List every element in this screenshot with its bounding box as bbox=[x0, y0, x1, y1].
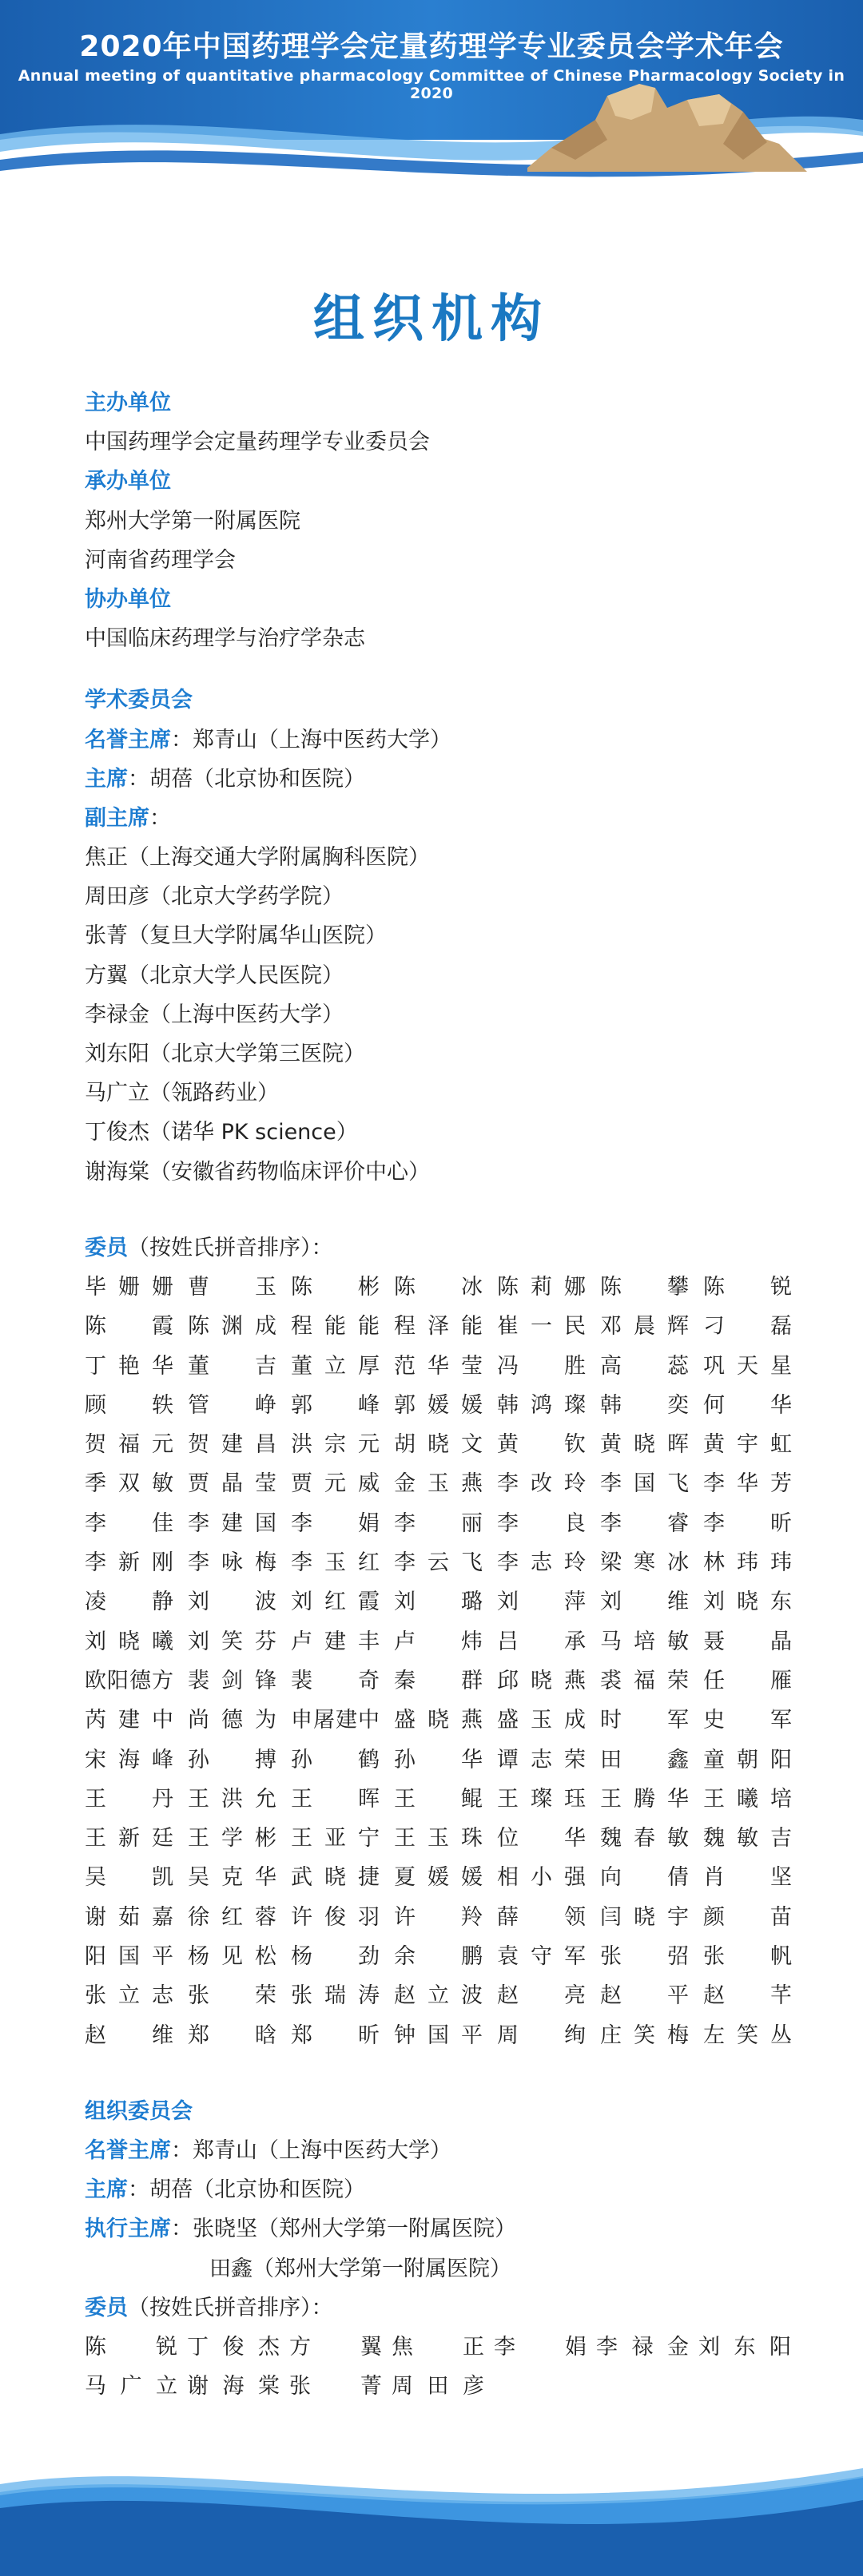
exec-chair-label: 执行主席 bbox=[85, 2217, 171, 2242]
academic-member: 许俊羽 bbox=[291, 1904, 380, 1930]
academic-member: 吴凯 bbox=[85, 1865, 173, 1891]
academic-member: 董吉 bbox=[188, 1353, 276, 1379]
academic-member: 李志玲 bbox=[497, 1550, 586, 1576]
academic-member: 向倩 bbox=[600, 1865, 689, 1891]
academic-member: 韩鸿璨 bbox=[497, 1392, 586, 1418]
members-note: （按姓氏拼音排序）： bbox=[128, 2295, 333, 2320]
academic-member: 刘波 bbox=[188, 1590, 276, 1615]
academic-vice-chair bbox=[85, 799, 804, 838]
academic-member: 王新廷 bbox=[85, 1826, 173, 1852]
academic-member: 凌静 bbox=[85, 1590, 173, 1615]
academic-member: 张瑞涛 bbox=[291, 1983, 380, 2009]
page-title: 组织机构 bbox=[313, 289, 550, 349]
academic-member: 李佳 bbox=[85, 1510, 173, 1536]
academic-member: 郑昕 bbox=[291, 2022, 380, 2048]
academic-member: 卢炜 bbox=[394, 1629, 483, 1654]
organizer-value: 中国药理学会定量药理学专业委员会 bbox=[85, 430, 430, 455]
academic-member: 王璨珏 bbox=[497, 1786, 586, 1812]
vice-chair-suffix: ： bbox=[149, 805, 171, 831]
spacer bbox=[85, 2055, 804, 2092]
academic-member: 阳国平 bbox=[85, 1943, 173, 1969]
academic-member: 李新刚 bbox=[85, 1550, 173, 1576]
academic-member: 程能能 bbox=[291, 1314, 380, 1340]
academic-member: 申屠建中 bbox=[291, 1708, 380, 1733]
organizing-member: 周田彦 bbox=[392, 2374, 484, 2399]
academic-member: 位华 bbox=[497, 1826, 586, 1852]
academic-member: 丁艳华 bbox=[85, 1353, 173, 1379]
cohost-value: 中国临床药理学与治疗学杂志 bbox=[85, 626, 365, 652]
spacer bbox=[85, 1192, 804, 1228]
academic-member: 田鑫 bbox=[600, 1747, 689, 1772]
members-label: 委员 bbox=[85, 1235, 128, 1260]
academic-member: 相小强 bbox=[497, 1865, 586, 1891]
academic-member: 秦群 bbox=[394, 1668, 483, 1693]
exec-chair-value: ：张晓坚（郑州大学第一附属医院） bbox=[171, 2217, 516, 2242]
academic-member: 夏媛媛 bbox=[394, 1865, 483, 1891]
chair-value: ：胡蓓（北京协和医院） bbox=[128, 2177, 365, 2203]
organizing-member: 方翼 bbox=[289, 2335, 382, 2360]
academic-member: 盛晓燕 bbox=[394, 1708, 483, 1733]
academic-member: 李良 bbox=[497, 1510, 586, 1536]
academic-member: 王鲲 bbox=[394, 1786, 483, 1812]
academic-member: 宋海峰 bbox=[85, 1747, 173, 1772]
academic-member: 裴剑锋 bbox=[188, 1668, 276, 1693]
conference-title-cn: 2020年中国药理学会定量药理学专业委员会学术年会 bbox=[79, 30, 784, 63]
academic-member: 黄钦 bbox=[497, 1432, 586, 1458]
academic-member: 程泽能 bbox=[394, 1314, 483, 1340]
academic-member: 贺建昌 bbox=[188, 1432, 276, 1458]
academic-member: 裘福荣 bbox=[600, 1668, 689, 1693]
academic-member: 陈霞 bbox=[85, 1314, 173, 1340]
academic-member: 郭峰 bbox=[291, 1392, 380, 1418]
vice-chair-item: 丁俊杰（诺华 PK science） bbox=[85, 1120, 358, 1145]
academic-member: 韩奕 bbox=[600, 1392, 689, 1418]
academic-member: 王腾华 bbox=[600, 1786, 689, 1812]
academic-member: 邓晨辉 bbox=[600, 1314, 689, 1340]
academic-member: 薛领 bbox=[497, 1904, 586, 1930]
academic-member: 肖坚 bbox=[703, 1865, 792, 1891]
academic-member: 陈锐 bbox=[703, 1274, 792, 1300]
academic-member: 金玉燕 bbox=[394, 1471, 483, 1497]
organizing-member: 李禄金 bbox=[596, 2335, 689, 2360]
academic-member: 曹玉 bbox=[188, 1274, 276, 1300]
organizing-member: 李娟 bbox=[494, 2335, 587, 2360]
members-label: 委员 bbox=[85, 2295, 128, 2320]
academic-member: 陈莉娜 bbox=[497, 1274, 586, 1300]
academic-member: 欧阳德方 bbox=[85, 1668, 173, 1693]
academic-member: 陈攀 bbox=[600, 1274, 689, 1300]
vice-chair-item: 马广立（瓴路药业） bbox=[85, 1081, 279, 1106]
academic-member: 董立厚 bbox=[291, 1353, 380, 1379]
academic-member: 李睿 bbox=[600, 1510, 689, 1536]
organizing-member: 谢海棠 bbox=[187, 2374, 280, 2399]
academic-member: 李昕 bbox=[703, 1510, 792, 1536]
academic-member: 张帆 bbox=[703, 1943, 792, 1969]
academic-member: 刘笑芬 bbox=[188, 1629, 276, 1654]
academic-member: 孙搏 bbox=[188, 1747, 276, 1772]
academic-member: 陈渊成 bbox=[188, 1314, 276, 1340]
content bbox=[85, 383, 804, 2406]
academic-member: 刘萍 bbox=[497, 1590, 586, 1615]
academic-member: 胡晓文 bbox=[394, 1432, 483, 1458]
academic-member: 郑晗 bbox=[188, 2022, 276, 2048]
academic-member: 谭志荣 bbox=[497, 1747, 586, 1772]
spacer bbox=[85, 658, 804, 681]
organizing-exec-chair-2: 田鑫（郑州大学第一附属医院） bbox=[209, 2256, 511, 2281]
vice-chair-item: 焦正（上海交通大学附属胸科医院） bbox=[85, 845, 430, 871]
organizer-heading: 主办单位 bbox=[85, 391, 171, 415]
academic-member: 李建国 bbox=[188, 1510, 276, 1536]
chair-label: 主席 bbox=[85, 766, 128, 792]
academic-member: 贾元威 bbox=[291, 1471, 380, 1497]
academic-member: 李玉红 bbox=[291, 1550, 380, 1576]
academic-member: 裴奇 bbox=[291, 1668, 380, 1693]
academic-member: 刘璐 bbox=[394, 1590, 483, 1615]
academic-member: 李丽 bbox=[394, 1510, 483, 1536]
academic-member: 时军 bbox=[600, 1708, 689, 1733]
academic-member: 盛玉成 bbox=[497, 1708, 586, 1733]
chair-value: ：胡蓓（北京协和医院） bbox=[128, 766, 365, 792]
academic-member: 季双敏 bbox=[85, 1471, 173, 1497]
organizing-member: 马广立 bbox=[85, 2374, 177, 2399]
academic-member: 任雁 bbox=[703, 1668, 792, 1693]
organizing-members-heading bbox=[85, 2288, 804, 2328]
footer-banner bbox=[0, 2444, 863, 2576]
organizing-members-grid bbox=[85, 2328, 804, 2406]
academic-member: 管峥 bbox=[188, 1392, 276, 1418]
cohost-heading: 协办单位 bbox=[85, 586, 171, 612]
academic-member: 闫晓宇 bbox=[600, 1904, 689, 1930]
vice-chair-item: 李禄金（上海中医药大学） bbox=[85, 1002, 344, 1027]
academic-member: 刘维 bbox=[600, 1590, 689, 1615]
academic-member: 梁寒冰 bbox=[600, 1550, 689, 1576]
academic-member: 尚德为 bbox=[188, 1708, 276, 1733]
academic-member: 冯胜 bbox=[497, 1353, 586, 1379]
undertaker-value: 郑州大学第一附属医院 bbox=[85, 508, 300, 534]
academic-member: 李云飞 bbox=[394, 1550, 483, 1576]
organizing-member: 焦正 bbox=[392, 2335, 484, 2360]
academic-member: 洪宗元 bbox=[291, 1432, 380, 1458]
academic-member: 孙鹤 bbox=[291, 1747, 380, 1772]
academic-honorary-chair bbox=[85, 720, 804, 760]
academic-member: 王学彬 bbox=[188, 1826, 276, 1852]
organizing-member: 陈锐 bbox=[85, 2335, 177, 2360]
undertaker-value: 河南省药理学会 bbox=[85, 547, 236, 573]
academic-member: 邱晓燕 bbox=[497, 1668, 586, 1693]
academic-member: 马培敏 bbox=[600, 1629, 689, 1654]
academic-member: 刁磊 bbox=[703, 1314, 792, 1340]
academic-member: 李国飞 bbox=[600, 1471, 689, 1497]
academic-member: 顾轶 bbox=[85, 1392, 173, 1418]
academic-member: 聂晶 bbox=[703, 1629, 792, 1654]
academic-member: 林玮玮 bbox=[703, 1550, 792, 1576]
academic-member: 余鹏 bbox=[394, 1943, 483, 1969]
academic-member: 贾晶莹 bbox=[188, 1471, 276, 1497]
academic-member: 卢建丰 bbox=[291, 1629, 380, 1654]
academic-member: 王洪允 bbox=[188, 1786, 276, 1812]
footer-wave-graphic bbox=[0, 2444, 863, 2576]
academic-member: 李咏梅 bbox=[188, 1550, 276, 1576]
undertaker-heading: 承办单位 bbox=[85, 469, 171, 494]
academic-member: 张立志 bbox=[85, 1983, 173, 2009]
academic-member: 芮建中 bbox=[85, 1708, 173, 1733]
honorary-chair-label: 名誉主席 bbox=[85, 727, 171, 752]
academic-member: 巩天星 bbox=[703, 1353, 792, 1379]
academic-member: 赵平 bbox=[600, 1983, 689, 2009]
organizing-chair bbox=[85, 2170, 804, 2209]
academic-member: 孙华 bbox=[394, 1747, 483, 1772]
academic-members-grid bbox=[85, 1268, 804, 2055]
academic-member: 黄晓晖 bbox=[600, 1432, 689, 1458]
organizing-member: 张菁 bbox=[289, 2374, 382, 2399]
academic-member: 王玉珠 bbox=[394, 1826, 483, 1852]
academic-chair bbox=[85, 760, 804, 799]
organizing-committee-heading: 组织委员会 bbox=[85, 2098, 193, 2124]
academic-member: 许羚 bbox=[394, 1904, 483, 1930]
organizing-member: 丁俊杰 bbox=[187, 2335, 280, 2360]
academic-member: 刘红霞 bbox=[291, 1590, 380, 1615]
academic-member: 刘晓东 bbox=[703, 1590, 792, 1615]
academic-member: 陈冰 bbox=[394, 1274, 483, 1300]
academic-member: 范华莹 bbox=[394, 1353, 483, 1379]
vice-chair-label: 副主席 bbox=[85, 805, 149, 831]
academic-member: 王丹 bbox=[85, 1786, 173, 1812]
academic-member: 张荣 bbox=[188, 1983, 276, 2009]
header-banner bbox=[0, 0, 863, 200]
chair-label: 主席 bbox=[85, 2177, 128, 2203]
organizing-exec-chair bbox=[85, 2209, 804, 2249]
academic-member: 郭媛媛 bbox=[394, 1392, 483, 1418]
academic-member: 毕姗姗 bbox=[85, 1274, 173, 1300]
academic-member: 贺福元 bbox=[85, 1432, 173, 1458]
academic-member: 史军 bbox=[703, 1708, 792, 1733]
academic-committee-heading: 学术委员会 bbox=[85, 688, 193, 713]
honorary-chair-label: 名誉主席 bbox=[85, 2138, 171, 2164]
organizing-member: 刘东阳 bbox=[698, 2335, 791, 2360]
honorary-chair-value: ：郑青山（上海中医药大学） bbox=[171, 2138, 451, 2164]
members-note: （按姓氏拼音排序）： bbox=[128, 1235, 333, 1260]
conference-title-en: Annual meeting of quantitative pharmacology Committee of Chinese Pharmacology Society in 2020 bbox=[18, 67, 845, 102]
academic-member: 王晖 bbox=[291, 1786, 380, 1812]
academic-member: 庄笑梅 bbox=[600, 2022, 689, 2048]
vice-chair-item: 张菁（复旦大学附属华山医院） bbox=[85, 923, 387, 949]
academic-member: 高蕊 bbox=[600, 1353, 689, 1379]
academic-member: 杨劲 bbox=[291, 1943, 380, 1969]
academic-member: 颜苗 bbox=[703, 1904, 792, 1930]
academic-member: 崔一民 bbox=[497, 1314, 586, 1340]
academic-member: 赵维 bbox=[85, 2022, 173, 2048]
academic-member: 李娟 bbox=[291, 1510, 380, 1536]
academic-member: 童朝阳 bbox=[703, 1747, 792, 1772]
academic-member: 刘晓曦 bbox=[85, 1629, 173, 1654]
academic-member: 黄宇虹 bbox=[703, 1432, 792, 1458]
academic-member: 魏春敏 bbox=[600, 1826, 689, 1852]
academic-member: 何华 bbox=[703, 1392, 792, 1418]
academic-member: 钟国平 bbox=[394, 2022, 483, 2048]
academic-member: 周绚 bbox=[497, 2022, 586, 2048]
academic-member: 吴克华 bbox=[188, 1865, 276, 1891]
academic-member: 赵立波 bbox=[394, 1983, 483, 2009]
academic-member: 王亚宁 bbox=[291, 1826, 380, 1852]
academic-member: 魏敏吉 bbox=[703, 1826, 792, 1852]
academic-member: 左笑丛 bbox=[703, 2022, 792, 2048]
vice-chair-item: 周田彦（北京大学药学院） bbox=[85, 884, 344, 910]
academic-member: 赵亮 bbox=[497, 1983, 586, 2009]
academic-member: 杨见松 bbox=[188, 1943, 276, 1969]
organizing-honorary-chair bbox=[85, 2131, 804, 2170]
academic-member: 吕承 bbox=[497, 1629, 586, 1654]
academic-member: 谢茹嘉 bbox=[85, 1904, 173, 1930]
academic-member: 袁守军 bbox=[497, 1943, 586, 1969]
academic-member: 王曦培 bbox=[703, 1786, 792, 1812]
academic-members-heading bbox=[85, 1228, 804, 1268]
academic-member: 李华芳 bbox=[703, 1471, 792, 1497]
academic-member: 李改玲 bbox=[497, 1471, 586, 1497]
academic-member: 张弨 bbox=[600, 1943, 689, 1969]
honorary-chair-value: ：郑青山（上海中医药大学） bbox=[171, 727, 451, 752]
vice-chair-item: 方翼（北京大学人民医院） bbox=[85, 963, 344, 988]
academic-member: 陈彬 bbox=[291, 1274, 380, 1300]
academic-member: 徐红蓉 bbox=[188, 1904, 276, 1930]
vice-chair-item: 刘东阳（北京大学第三医院） bbox=[85, 1042, 365, 1066]
academic-member: 武晓捷 bbox=[291, 1865, 380, 1891]
vice-chair-item: 谢海棠（安徽省药物临床评价中心） bbox=[85, 1159, 430, 1185]
academic-member: 赵芊 bbox=[703, 1983, 792, 2009]
